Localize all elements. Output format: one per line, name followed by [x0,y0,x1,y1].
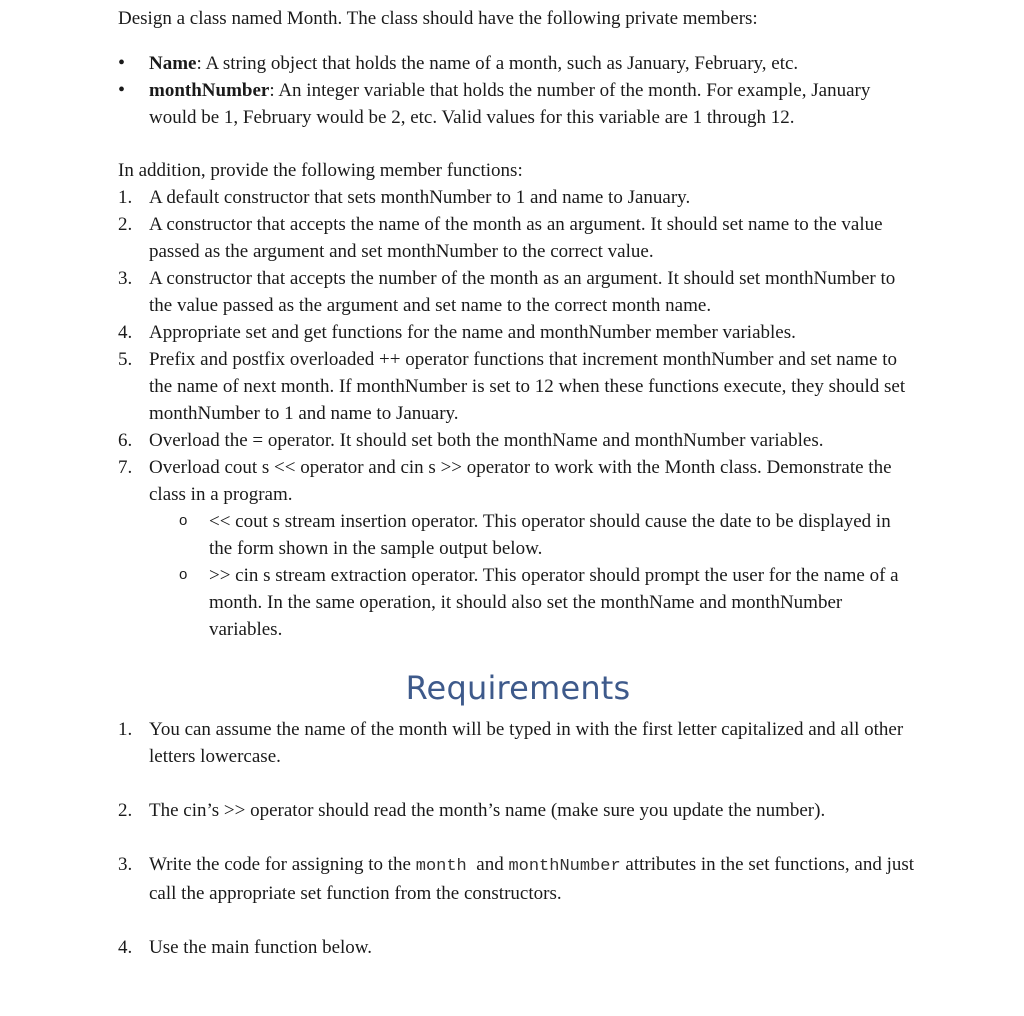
member-monthnumber-label: monthNumber [149,80,270,101]
item-text: Overload the = operator. It should set both the monthName and monthNumber variables. [149,430,824,451]
requirement-item [118,716,918,770]
sub-item-extraction: o >> cin s stream extraction operator. This operator should prompt the user for the name of a month. In the same operation, it should also set the monthName and monthNumber variables. [118,562,918,643]
item-text: Prefix and postfix overloaded ++ operator functions that increment monthNumber and set name to the name of next month. If monthNumber is set to 12 when these functions execute, they should set monthNumber to 1 and name to January. [149,349,906,424]
code-month: month [415,857,467,876]
operator-sublist [118,508,918,643]
item-number: 1. [118,187,133,208]
member-monthnumber-desc: : An integer variable that holds the number of the month. For example, January would be 1, February would be 2, etc. Valid values for this variable are 1 through 12. [149,80,871,128]
document-page [118,5,918,988]
function-item [118,454,918,508]
intro-text: Design a class named Month. The class should have the following private members: [118,8,758,29]
item-number: 6. [118,430,133,451]
requirement-item [118,851,918,907]
member-item-name [118,50,918,77]
item-number: 4. [118,322,133,343]
member-name-desc: : A string object that holds the name of a month, such as January, February, etc. [196,53,799,74]
item-text: A constructor that accepts the number of the month as an argument. It should set monthNumber to the value passed as the argument and set name to the correct month name. [149,268,896,316]
item-number: 5. [118,349,133,370]
member-item-monthnumber [118,77,918,131]
item-text: The cin’s >> operator should read the month’s name (make sure you update the number). [149,800,826,821]
requirement-item [118,797,918,824]
item-number: 1. [118,719,133,740]
item-text: Overload cout s << operator and cin s >> operator to work with the Month class. Demonstrate the class in a program. [149,457,892,505]
item-number: 3. [118,268,133,289]
item-text: You can assume the name of the month will be typed in with the first letter capitalized and all other letters lowercase. [149,719,904,767]
function-item [118,211,918,265]
function-item [118,346,918,427]
item-number: 2. [118,214,133,235]
functions-list [118,184,918,508]
item-text: A default constructor that sets monthNumber to 1 and name to January. [149,187,691,208]
function-item [118,265,918,319]
item-text-pre: Write the code for assigning to the [149,854,416,875]
item-number: 4. [118,937,133,958]
requirements-list [118,716,918,961]
members-list [118,50,918,131]
item-number: 2. [118,800,133,821]
function-item [118,427,918,454]
addition-text: In addition, provide the following member functions: [118,160,523,181]
function-item [118,184,918,211]
code-monthnumber: monthNumber [508,857,621,876]
item-number: 3. [118,854,133,875]
item-number: 7. [118,457,133,478]
item-text: Appropriate set and get functions for the name and monthNumber member variables. [149,322,796,343]
item-text: A constructor that accepts the name of the month as an argument. It should set name to the value passed as the argument and set monthNumber to the correct value. [149,214,883,262]
sub-item-insertion: o << cout s stream insertion operator. This operator should cause the date to be displayed in the form shown in the sample output below. [118,508,918,562]
requirements-heading: Requirements [405,669,631,707]
item-text: Use the main function below. [149,937,373,958]
item-text-post: attributes in the set functions, and just call the appropriate set function from the constructors. [149,854,915,904]
item-text-mid: and [466,854,509,875]
function-item [118,319,918,346]
requirement-item [118,934,918,961]
member-name-label: Name [149,53,197,74]
